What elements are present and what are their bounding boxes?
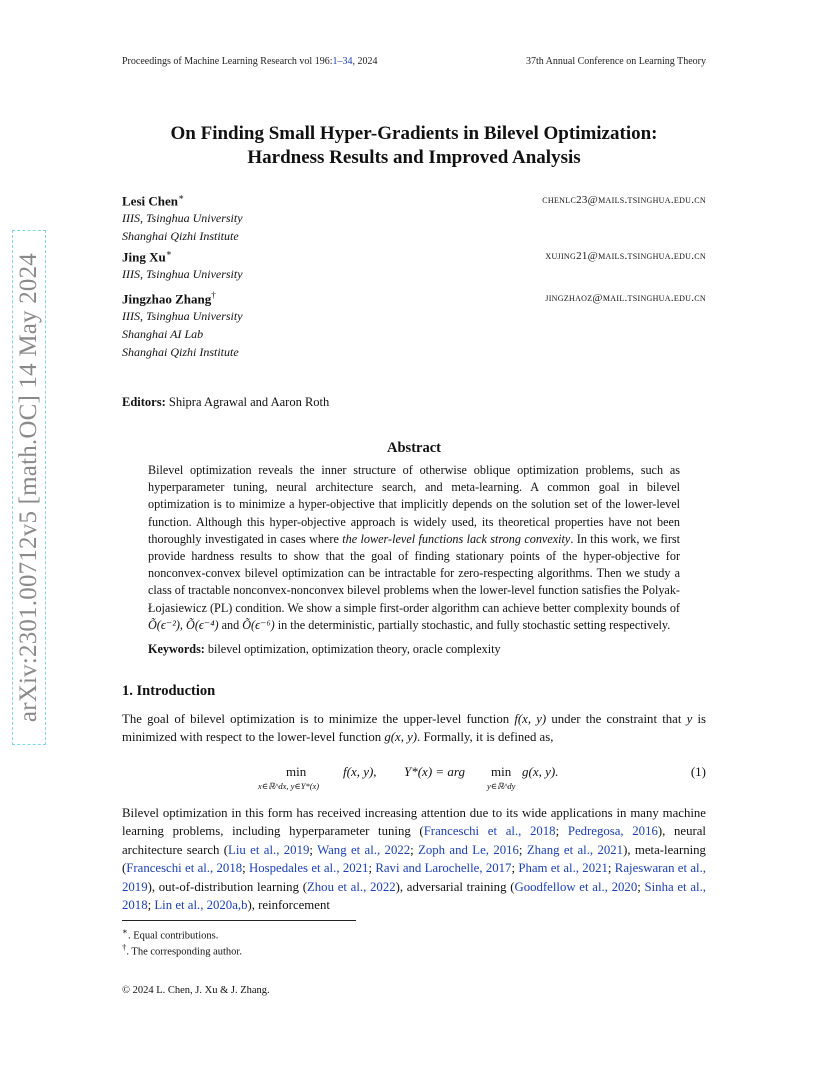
footnote-1: ∗. Equal contributions. [122, 926, 219, 942]
paper-title [0, 122, 828, 170]
abstract-body: Bilevel optimization reveals the inner structure of otherwise oblique optimization problems, such as hyperparameter tuning, neural architecture search, and meta-learning. A common goal in bilevel optimization is to minimize a hyper-objective that implicitly depends on the solution set of the lower-level function. Although this hyper-objective approach is widely used, its theoretical properties have not been thoroughly investigated in cases where the lower-level functions lack strong convexity. In this work, we first provide hardness results to show that the goal of finding stationary points of the hyper-objective for nonconvex-convex bilevel optimization can be intractable for zero-respecting algorithms. Then we study a class of tractable nonconvex-nonconvex bilevel problems when the lower-level function satisfies the Polyak-Łojasiewicz (PL) condition. We show a simple first-order algorithm can achieve better complexity bounds of Õ(ϵ⁻²), Õ(ϵ⁻⁴) and Õ(ϵ⁻⁶) in the deterministic, partially stochastic, and fully stochastic setting respectively. [148, 463, 681, 632]
footnote-2: †. The corresponding author. [122, 942, 242, 958]
eq-solution-set: Y*(x) = arg [404, 764, 466, 779]
abstract-heading: Abstract [387, 440, 441, 456]
eq-min-operator: min [286, 764, 307, 779]
editors-line: Editors: Shipra Agrawal and Aaron Roth [122, 395, 330, 409]
running-header-right: 37th Annual Conference on Learning Theory [525, 56, 706, 67]
citation-link[interactable]: Pham et al., 2021 [518, 861, 608, 876]
citation-link[interactable]: Franceschi et al., 2018 [423, 824, 556, 839]
author-block-2 [122, 248, 243, 283]
author-affiliation: IIIS, Tsinghua University [122, 267, 243, 282]
intro-paragraph-1: The goal of bilevel optimization is to minimize the upper-level function f(x, y) under the constraint that y is minimized with respect to the lower-level function g(x, y). Formally, it is defined as, [122, 712, 706, 745]
citation-link[interactable]: Lin et al., 2020a,b [154, 898, 248, 913]
equation-1 [0, 764, 828, 804]
author-affiliation: Shanghai Qizhi Institute [122, 345, 239, 360]
citation-link[interactable]: Zoph and Le, 2016 [418, 842, 519, 857]
author-name: Jing Xu∗ [122, 248, 172, 265]
citation-link[interactable]: Wang et al., 2022 [317, 842, 411, 857]
author-affiliation: Shanghai AI Lab [122, 327, 204, 342]
author-block-3 [122, 290, 243, 361]
author-email-3[interactable]: jingzhaoz@mail.tsinghua.edu.cn [545, 292, 706, 304]
author-block-1 [122, 192, 243, 245]
author-email-1[interactable]: chenlc23@mails.tsinghua.edu.cn [542, 194, 706, 206]
copyright-notice: © 2024 L. Chen, J. Xu & J. Zhang. [122, 985, 270, 996]
running-header-left: Proceedings of Machine Learning Research vol 196:1–34, 2024 [122, 56, 378, 67]
arxiv-stamp[interactable] [12, 230, 46, 745]
citation-link[interactable]: Ravi and Larochelle, 2017 [375, 861, 512, 876]
pages-link[interactable]: 1–34 [332, 56, 353, 67]
eq-number: (1) [690, 764, 706, 779]
footnote-rule [122, 920, 356, 921]
citation-link[interactable]: Liu et al., 2019 [228, 842, 310, 857]
section-heading-introduction: 1. Introduction [122, 683, 216, 699]
author-affiliation: Shanghai Qizhi Institute [122, 229, 239, 244]
citation-link[interactable]: Sinha et al., 2018 [122, 879, 706, 913]
citation-link[interactable]: Franceschi et al., 2018 [126, 861, 243, 876]
arxiv-stamp-text: arXiv:2301.00712v5 [math.OC] 14 May 2024 [15, 252, 42, 723]
eq-min-operator-2: min [491, 764, 512, 779]
eq-min-subscript: x∈ℝ^dx, y∈Y*(x) [258, 781, 320, 791]
citation-link[interactable]: Hospedales et al., 2021 [249, 861, 369, 876]
intro-paragraph-2: Bilevel optimization in this form has received increasing attention due to its wide applications in many machine learning problems, including hyperparameter tuning (Franceschi et al., 2018; Pedregosa, 2016), neural architecture search (Liu et al., 2019; Wang et al., 2022; Zoph and Le, 2016; Zhang et al., 2021), meta-learning (Franceschi et al., 2018; Hospedales et al., 2021; Ravi and Larochelle, 2017; Pham et al., 2021; Rajeswaran et al., 2019), out-of-distribution learning (Zhou et al., 2022), adversarial training (Goodfellow et al., 2020; Sinha et al., 2018; Lin et al., 2020a,b), reinforcement [122, 806, 706, 913]
author-email-2[interactable]: xujing21@mails.tsinghua.edu.cn [545, 250, 706, 262]
title-line-2: Hardness Results and Improved Analysis [247, 147, 581, 168]
eq-lower-level: g(x, y). [522, 764, 559, 779]
eq-min-subscript-2: y∈ℝ^dy [487, 781, 516, 791]
keywords-line: Keywords: bilevel optimization, optimization theory, oracle complexity [148, 642, 501, 656]
author-affiliation: IIIS, Tsinghua University [122, 211, 243, 226]
author-name: Jingzhao Zhang† [122, 290, 216, 307]
eq-objective: f(x, y), [343, 764, 377, 779]
author-affiliation: IIIS, Tsinghua University [122, 309, 243, 324]
citation-link[interactable]: Zhang et al., 2021 [526, 842, 624, 857]
citation-link[interactable]: Zhou et al., 2022 [306, 879, 396, 894]
citation-link[interactable]: Pedregosa, 2016 [567, 824, 658, 839]
citation-link[interactable]: Rajeswaran et al., 2019 [122, 861, 706, 894]
author-name: Lesi Chen∗ [122, 192, 185, 209]
citation-link[interactable]: Goodfellow et al., 2020 [514, 879, 638, 894]
title-line-1: On Finding Small Hyper-Gradients in Bilevel Optimization: [170, 123, 658, 144]
